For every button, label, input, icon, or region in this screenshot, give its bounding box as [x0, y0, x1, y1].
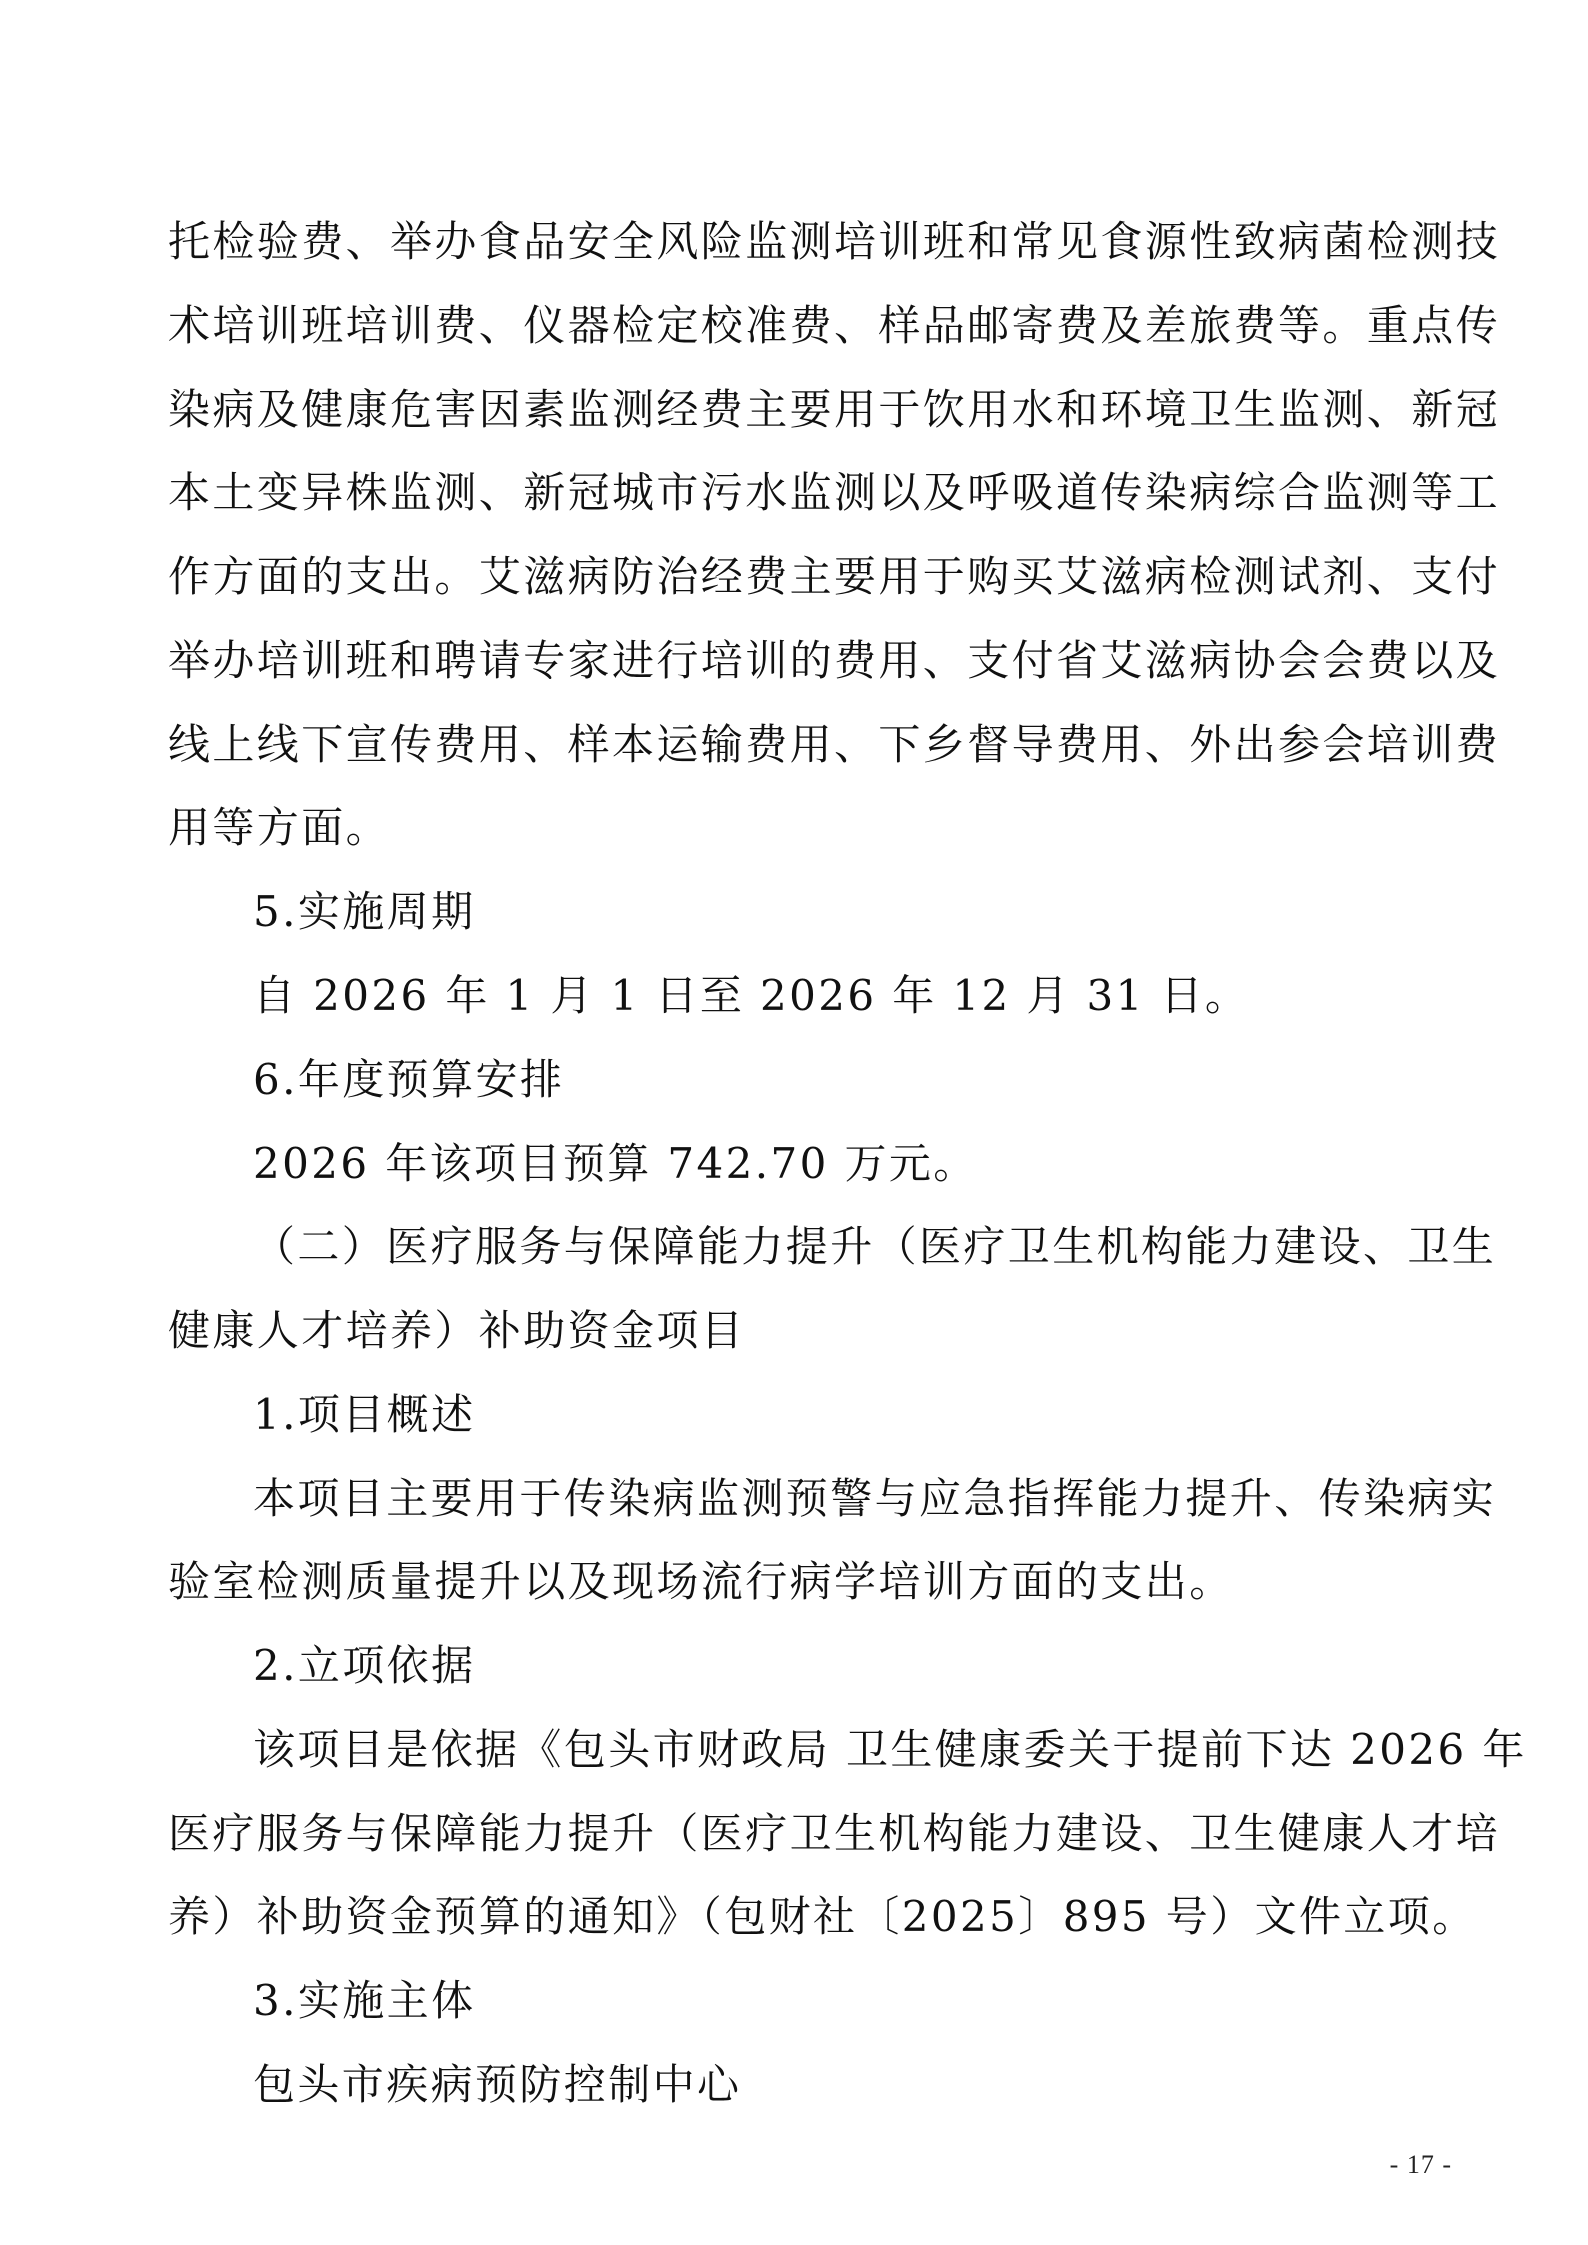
paragraph-line-1: 托检验费、举办食品安全风险监测培训班和常见食源性致病菌检测技 [168, 217, 1501, 266]
implementation-period-text: 自 2026 年 1 月 1 日至 2026 年 12 月 31 日。 [253, 971, 1250, 1020]
paragraph-line-2: 术培训班培训费、仪器检定校准费、样品邮寄费及差旅费等。重点传 [168, 301, 1501, 350]
paragraph-line-3: 染病及健康危害因素监测经费主要用于饮用水和环境卫生监测、新冠 [168, 385, 1501, 434]
section-heading-annual-budget: 6.年度预算安排 [253, 1055, 565, 1104]
section-heading-implementation-period: 5.实施周期 [253, 887, 476, 936]
page-number: - 17 - [1389, 2150, 1452, 2179]
project-title-line-1: （二）医疗服务与保障能力提升（医疗卫生机构能力建设、卫生 [253, 1222, 1497, 1271]
basis-line-1: 该项目是依据《包头市财政局 卫生健康委关于提前下达 2026 年 [253, 1725, 1527, 1774]
section-heading-overview: 1.项目概述 [253, 1390, 476, 1439]
section-heading-basis: 2.立项依据 [253, 1641, 476, 1690]
section-heading-implementing-entity: 3.实施主体 [253, 1976, 476, 2025]
basis-line-2: 医疗服务与保障能力提升（医疗卫生机构能力建设、卫生健康人才培 [168, 1809, 1501, 1858]
overview-line-2: 验室检测质量提升以及现场流行病学培训方面的支出。 [168, 1557, 1234, 1606]
paragraph-line-4: 本土变异株监测、新冠城市污水监测以及呼吸道传染病综合监测等工 [168, 468, 1501, 517]
project-title-line-2: 健康人才培养）补助资金项目 [168, 1306, 746, 1355]
annual-budget-text: 2026 年该项目预算 742.70 万元。 [253, 1139, 978, 1188]
paragraph-line-8: 用等方面。 [168, 803, 391, 852]
paragraph-line-7: 线上线下宣传费用、样本运输费用、下乡督导费用、外出参会培训费 [168, 720, 1501, 769]
implementing-entity-text: 包头市疾病预防控制中心 [253, 2060, 742, 2109]
overview-line-1: 本项目主要用于传染病监测预警与应急指挥能力提升、传染病实 [253, 1474, 1497, 1523]
basis-line-3: 养）补助资金预算的通知》（包财社〔2025〕895 号）文件立项。 [168, 1892, 1477, 1941]
paragraph-line-5: 作方面的支出。艾滋病防治经费主要用于购买艾滋病检测试剂、支付 [168, 552, 1501, 601]
paragraph-line-6: 举办培训班和聘请专家进行培训的费用、支付省艾滋病协会会费以及 [168, 636, 1501, 685]
